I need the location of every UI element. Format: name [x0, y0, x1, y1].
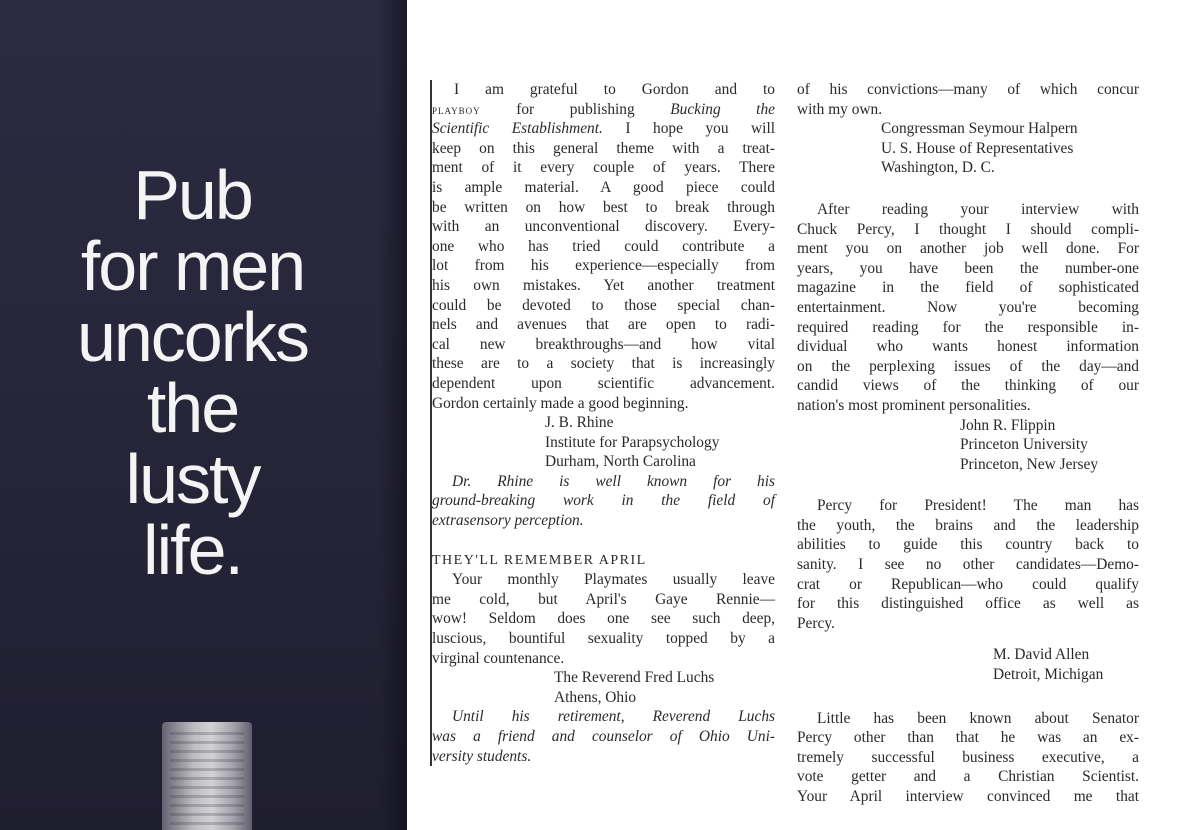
text-line: his own mistakes. Yet another treatment [432, 276, 775, 294]
text-line: me cold, but April's Gaye Rennie— [432, 590, 775, 608]
signature-block [960, 416, 1139, 475]
editor-note: versity students. [432, 747, 532, 765]
text-line: the youth, the brains and the leadership [797, 516, 1139, 534]
text-line: Chuck Percy, I thought I should compli- [797, 220, 1139, 238]
signature-name: J. B. Rhine [545, 414, 614, 432]
text-line: required reading for the responsible in- [797, 318, 1139, 336]
text-line: ment of it every couple of years. There [432, 159, 775, 177]
text-line: on the perplexing issues of the day—and [797, 357, 1139, 375]
text-line: for this distinguished office as well as [797, 595, 1139, 613]
text-line: could be devoted to those special chan- [432, 296, 775, 314]
text-line: nation's most prominent personalities. [797, 396, 1031, 414]
text-line: crat or Republican—who could qualify [797, 575, 1139, 593]
text-line: of his convictions—many of which concur [797, 81, 1139, 98]
text-column-left [430, 80, 775, 766]
letter-allen [797, 496, 1139, 684]
text-line: with my own. [797, 100, 883, 118]
text-line: be written on how best to break through [432, 198, 775, 216]
text-line: one who has tried could contribute a [432, 237, 775, 255]
article-title: Scientific Establishment. [432, 120, 603, 138]
text-line: Gordon certainly made a good beginning. [432, 394, 689, 412]
text-line: dependent upon scientific advancement. [432, 374, 775, 392]
signature-location: Durham, North Carolina [545, 453, 696, 471]
text-line: tremely successful business executive, a [797, 748, 1139, 766]
text-line: years, you have been the number-one [797, 259, 1139, 277]
text-line: with an unconventional discovery. Every- [432, 218, 775, 236]
text-line: keep on this general theme with a treat- [432, 139, 775, 157]
signature-location: Princeton, New Jersey [960, 455, 1099, 473]
text-line: Percy. [797, 614, 835, 632]
text-line: these are to a society that is increasingly [432, 355, 775, 373]
magazine-name: playboy [432, 101, 481, 117]
page-gutter-shadow [380, 0, 407, 830]
editor-note: Until his retirement, Reverend Luchs [452, 708, 775, 726]
text-line: cal new breakthroughs—and how vital [432, 335, 775, 353]
text-line: luscious, bountiful sexuality topped by a [432, 630, 775, 648]
text-fragment: I hope you will [625, 120, 775, 138]
signature-affiliation: U. S. House of Representatives [881, 139, 1074, 157]
signature-affiliation: Institute for Parapsychology [545, 433, 720, 451]
text-line: ment you on another job well done. For [797, 240, 1139, 258]
text-line: Little has been known about Senator [817, 709, 1139, 727]
signature-affiliation: Princeton University [960, 436, 1088, 454]
text-line: I am grateful to Gordon and to [454, 81, 775, 98]
text-line [432, 119, 775, 139]
letter-flippin [797, 200, 1139, 474]
text-line: magazine in the field of sophisticated [797, 279, 1139, 297]
text-line: abilities to guide this country back to [797, 536, 1139, 554]
signature-name: John R. Flippin [960, 416, 1056, 434]
letter-april [432, 551, 775, 767]
text-line: nels and avenues that are open to radi- [432, 316, 775, 334]
article-title: Bucking the [670, 100, 775, 118]
letter-rhine [432, 80, 775, 531]
signature-location: Athens, Ohio [554, 688, 637, 706]
text-fragment: for publishing [516, 100, 635, 118]
text-line: After reading your interview with [817, 200, 1139, 218]
text-line: sanity. I see no other candidates—Demo- [797, 556, 1139, 574]
ad-headline-line: life. [143, 511, 242, 589]
text-line: is ample material. A good piece could [432, 178, 775, 196]
text-line: wow! Seldom does one see such deep, [432, 610, 775, 628]
ad-headline-line: the [146, 369, 239, 447]
signature-name: M. David Allen [993, 646, 1090, 664]
ad-headline-line: for men [80, 227, 305, 305]
ad-headline [20, 156, 365, 589]
text-line: candid views of the thinking of our [797, 377, 1139, 395]
text-line: Percy other than that he was an ex- [797, 729, 1139, 747]
text-line: dividual who wants honest information [797, 338, 1139, 356]
signature-location: Detroit, Michigan [993, 666, 1104, 684]
editor-note: Dr. Rhine is well known for his [452, 472, 775, 490]
signature-name: Congressman Seymour Halpern [881, 120, 1078, 138]
signature-name: The Reverend Fred Luchs [554, 669, 715, 687]
text-line: Percy for President! The man has [817, 497, 1139, 515]
text-line: Your April interview convinced me that [797, 788, 1139, 805]
text-line: virginal countenance. [432, 649, 565, 667]
text-line [432, 100, 775, 120]
text-line: Your monthly Playmates usually leave [452, 571, 775, 589]
letter-halpern [797, 80, 1139, 178]
editor-note: extrasensory perception. [432, 512, 584, 530]
signature-block [545, 413, 775, 472]
text-column-right [797, 80, 1139, 807]
beer-glass-image [162, 722, 252, 830]
signature-block [554, 668, 775, 707]
text-line: lot from his experience—especially from [432, 257, 775, 275]
signature-block [993, 645, 1139, 684]
ad-headline-line: Pub [133, 156, 252, 234]
ad-headline-line: lusty [125, 440, 260, 518]
signature-location: Washington, D. C. [881, 159, 995, 177]
editor-note: ground-breaking work in the field of [432, 492, 775, 510]
letter-last [797, 709, 1139, 807]
section-heading: THEY'LL REMEMBER APRIL [432, 552, 647, 568]
text-line: entertainment. Now you're becoming [797, 298, 1139, 316]
signature-block [881, 119, 1139, 178]
editor-note: was a friend and counselor of Ohio Uni- [432, 728, 775, 745]
advertisement-panel [0, 0, 407, 830]
ad-headline-line: uncorks [76, 298, 309, 376]
text-line: vote getter and a Christian Scientist. [797, 768, 1139, 786]
